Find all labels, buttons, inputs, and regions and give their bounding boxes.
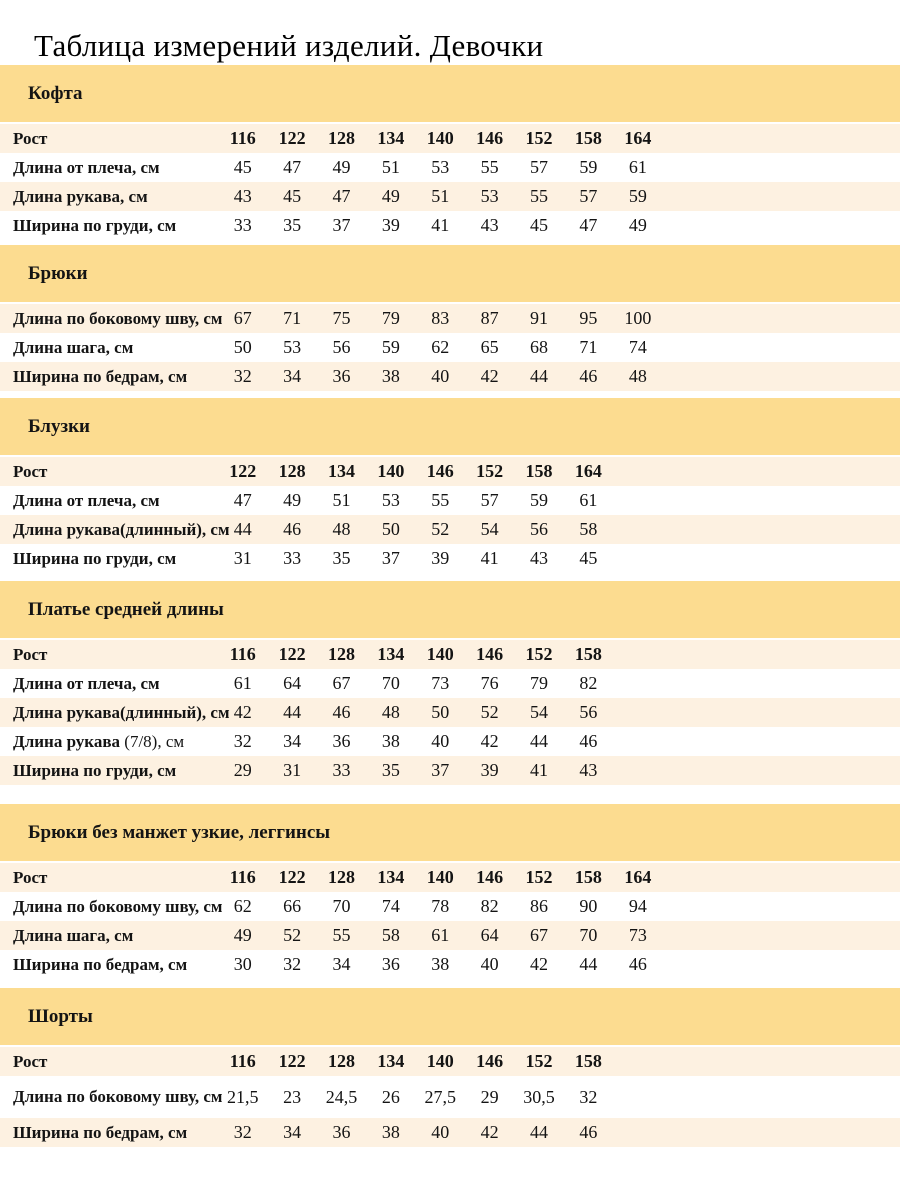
cell-value: 49 (628, 215, 647, 235)
table-row (0, 515, 900, 544)
row-label (0, 674, 218, 694)
table-row (0, 211, 900, 240)
cell-value: 116 (229, 128, 256, 148)
section-legginsy (0, 804, 900, 979)
cell-value: 55 (530, 186, 549, 206)
section-rows (0, 304, 900, 391)
cell-value: 38 (381, 1122, 400, 1142)
cell-value: 46 (283, 519, 302, 539)
cell-value: 116 (229, 867, 256, 887)
cell-value: 62 (233, 896, 252, 916)
section-plate-sredney-dliny (0, 581, 900, 785)
cell-value: 51 (381, 157, 400, 177)
cell-value: 152 (525, 867, 553, 887)
section-header-kofta (0, 65, 900, 122)
table-row (0, 333, 900, 362)
row-label (0, 519, 230, 540)
cell-value: 164 (624, 128, 652, 148)
cell-value: 128 (327, 644, 355, 664)
section-kofta (0, 65, 900, 240)
row-label-text: Ширина по бедрам, см (13, 1122, 188, 1142)
cell-value: 40 (431, 366, 450, 386)
cell-value: 40 (431, 1122, 450, 1142)
cell-value: 100 (624, 308, 652, 328)
table-row (0, 153, 900, 182)
cell-value: 39 (480, 760, 499, 780)
cell-value: 134 (327, 461, 355, 481)
table-row (0, 1118, 900, 1147)
cell-value: 146 (476, 128, 504, 148)
row-label (0, 761, 218, 781)
cell-value: 36 (332, 1122, 351, 1142)
row-label (0, 462, 218, 482)
cell-value: 35 (283, 215, 302, 235)
cell-value: 87 (480, 308, 499, 328)
cell-value: 59 (530, 490, 549, 510)
row-label (0, 702, 230, 723)
cell-value: 50 (233, 337, 252, 357)
cell-value: 74 (628, 337, 647, 357)
cell-value: 91 (530, 308, 549, 328)
cell-value: 42 (530, 954, 549, 974)
cell-value: 31 (283, 760, 302, 780)
cell-value: 164 (624, 867, 652, 887)
section-header-bluzki (0, 398, 900, 455)
cell-value: 46 (579, 1122, 598, 1142)
cell-value: 34 (283, 731, 302, 751)
row-label-text: Ширина по груди, см (13, 548, 177, 568)
cell-value: 43 (579, 760, 598, 780)
cell-value: 44 (579, 954, 598, 974)
row-label-text: Длина от плеча, см (13, 157, 160, 177)
cell-value: 94 (628, 896, 647, 916)
cell-value: 75 (332, 308, 351, 328)
section-bluzki (0, 398, 900, 573)
cell-value: 59 (628, 186, 647, 206)
cell-value: 32 (283, 954, 302, 974)
cell-value: 152 (525, 644, 553, 664)
table-row (0, 921, 900, 950)
cell-value: 158 (574, 1051, 602, 1071)
cell-value: 74 (381, 896, 400, 916)
row-label (0, 1123, 218, 1143)
cell-value: 73 (431, 673, 450, 693)
row-label (0, 129, 218, 149)
cell-value: 164 (574, 461, 602, 481)
cell-value: 61 (628, 157, 647, 177)
row-label-text: Рост (13, 867, 48, 887)
cell-value: 140 (426, 644, 454, 664)
cell-value: 45 (233, 157, 252, 177)
height-header-row (0, 640, 900, 669)
cell-value: 55 (480, 157, 499, 177)
cell-value: 33 (283, 548, 302, 568)
cell-value: 33 (332, 760, 351, 780)
cell-value: 146 (476, 867, 504, 887)
cell-value: 66 (283, 896, 302, 916)
row-label-text: Длина по боковому шву, см (13, 1087, 223, 1106)
page-title: Таблица измерений изделий. Девочки (34, 28, 544, 63)
cell-value: 36 (381, 954, 400, 974)
table-row (0, 669, 900, 698)
table-row (0, 892, 900, 921)
cell-value: 34 (283, 366, 302, 386)
cell-value: 58 (579, 519, 598, 539)
row-label-text: Длина рукава(длинный), см (13, 702, 230, 722)
cell-value: 122 (278, 644, 306, 664)
section-title: Платье средней длины (28, 598, 224, 620)
cell-value: 57 (480, 490, 499, 510)
height-header-row (0, 1047, 900, 1076)
cell-value: 46 (579, 366, 598, 386)
cell-value: 54 (480, 519, 499, 539)
cell-value: 47 (233, 490, 252, 510)
cell-value: 116 (229, 644, 256, 664)
cell-value: 23 (283, 1086, 302, 1107)
section-header-bryuki (0, 245, 900, 302)
cell-value: 47 (283, 157, 302, 177)
cell-value: 24,5 (325, 1086, 358, 1107)
cell-value: 39 (431, 548, 450, 568)
cell-value: 21,5 (226, 1086, 259, 1107)
table-row (0, 1076, 900, 1118)
cell-value: 152 (525, 128, 553, 148)
cell-value: 76 (480, 673, 499, 693)
cell-value: 56 (332, 337, 351, 357)
cell-value: 48 (381, 702, 400, 722)
cell-value: 55 (431, 490, 450, 510)
cell-value: 35 (332, 548, 351, 568)
cell-value: 52 (283, 925, 302, 945)
cell-value: 158 (525, 461, 553, 481)
cell-value: 56 (579, 702, 598, 722)
cell-value: 152 (525, 1051, 553, 1071)
cell-value: 79 (530, 673, 549, 693)
cell-value: 34 (332, 954, 351, 974)
cell-value: 158 (574, 644, 602, 664)
cell-value: 44 (233, 519, 252, 539)
row-label-text: Длина рукава (13, 731, 125, 751)
cell-value: 128 (327, 128, 355, 148)
row-label (0, 732, 218, 752)
cell-value: 116 (229, 1051, 256, 1071)
table-row (0, 727, 900, 756)
cell-value: 30,5 (523, 1086, 555, 1107)
cell-value: 146 (476, 1051, 504, 1071)
cell-value: 79 (381, 308, 400, 328)
sections-container (0, 65, 900, 1147)
cell-value: 46 (628, 954, 647, 974)
cell-value: 35 (381, 760, 400, 780)
cell-value: 47 (579, 215, 598, 235)
cell-value: 67 (530, 925, 549, 945)
cell-value: 44 (530, 366, 549, 386)
row-label (0, 1087, 223, 1107)
cell-value: 68 (530, 337, 549, 357)
cell-value: 45 (530, 215, 549, 235)
cell-value: 61 (579, 490, 598, 510)
table-row (0, 544, 900, 573)
cell-value: 59 (579, 157, 598, 177)
cell-value: 56 (530, 519, 549, 539)
row-label-text: Длина шага, см (13, 337, 134, 357)
cell-value: 59 (381, 337, 400, 357)
cell-value: 33 (233, 215, 252, 235)
cell-value: 44 (283, 702, 302, 722)
cell-value: 53 (480, 186, 499, 206)
cell-value: 49 (332, 157, 351, 177)
cell-value: 43 (480, 215, 499, 235)
cell-value: 55 (332, 925, 351, 945)
section-rows (0, 863, 900, 979)
cell-value: 49 (283, 490, 302, 510)
cell-value: 140 (377, 461, 405, 481)
cell-value: 39 (381, 215, 400, 235)
cell-value: 50 (431, 702, 450, 722)
cell-value: 42 (480, 366, 499, 386)
row-label-text: Длина рукава(длинный), см (13, 519, 230, 539)
section-rows (0, 457, 900, 573)
row-label-text: Рост (13, 644, 48, 664)
cell-value: 40 (431, 731, 450, 751)
row-label (0, 896, 223, 917)
cell-value: 29 (480, 1086, 499, 1107)
cell-value: 44 (530, 1122, 549, 1142)
cell-value: 71 (579, 337, 598, 357)
cell-value: 134 (377, 867, 405, 887)
cell-value: 128 (327, 867, 355, 887)
cell-value: 32 (579, 1086, 598, 1107)
cell-value: 47 (332, 186, 351, 206)
section-title: Брюки без манжет узкие, леггинсы (28, 821, 331, 843)
cell-value: 32 (233, 731, 252, 751)
cell-value: 53 (431, 157, 450, 177)
cell-value: 70 (579, 925, 598, 945)
cell-value: 128 (327, 1051, 355, 1071)
cell-value: 128 (278, 461, 306, 481)
table-row (0, 698, 900, 727)
cell-value: 82 (480, 896, 499, 916)
cell-value: 53 (283, 337, 302, 357)
cell-value: 65 (480, 337, 499, 357)
row-label (0, 187, 218, 207)
cell-value: 71 (283, 308, 302, 328)
section-bryuki (0, 245, 900, 391)
cell-value: 38 (381, 731, 400, 751)
cell-value: 95 (579, 308, 598, 328)
cell-value: 36 (332, 731, 351, 751)
section-rows (0, 640, 900, 785)
row-label-text: Длина от плеча, см (13, 490, 160, 510)
cell-value: 51 (431, 186, 450, 206)
cell-value: 53 (381, 490, 400, 510)
cell-value: 32 (233, 1122, 252, 1142)
cell-value: 86 (530, 896, 549, 916)
section-header-shorty (0, 988, 900, 1045)
row-label (0, 549, 218, 569)
height-header-row (0, 863, 900, 892)
cell-value: 48 (332, 519, 351, 539)
row-label-text: Длина от плеча, см (13, 673, 160, 693)
cell-value: 42 (233, 702, 252, 722)
cell-value: 67 (233, 308, 252, 328)
row-label (0, 926, 218, 946)
table-row (0, 950, 900, 979)
cell-value: 61 (233, 673, 252, 693)
cell-value: 45 (579, 548, 598, 568)
cell-value: 37 (332, 215, 351, 235)
cell-value: 37 (431, 760, 450, 780)
cell-value: 70 (381, 673, 400, 693)
section-header-legginsy (0, 804, 900, 861)
table-row (0, 362, 900, 391)
cell-value: 64 (480, 925, 499, 945)
cell-value: 134 (377, 644, 405, 664)
cell-value: 41 (530, 760, 549, 780)
cell-value: 41 (480, 548, 499, 568)
table-row (0, 182, 900, 211)
cell-value: 122 (229, 461, 257, 481)
cell-value: 122 (278, 867, 306, 887)
cell-value: 83 (431, 308, 450, 328)
height-header-row (0, 457, 900, 486)
row-label (0, 158, 218, 178)
row-label (0, 216, 218, 236)
cell-value: 140 (426, 1051, 454, 1071)
cell-value: 43 (233, 186, 252, 206)
row-label (0, 1052, 218, 1072)
section-header-plate-sredney-dliny (0, 581, 900, 638)
cell-value: 64 (283, 673, 302, 693)
cell-value: 146 (426, 461, 454, 481)
cell-value: 122 (278, 1051, 306, 1071)
cell-value: 45 (283, 186, 302, 206)
section-title: Блузки (28, 415, 91, 437)
cell-value: 32 (233, 366, 252, 386)
cell-value: 52 (431, 519, 450, 539)
cell-value: 38 (431, 954, 450, 974)
cell-value: 62 (431, 337, 450, 357)
row-label-text: Длина по боковому шву, см (13, 896, 223, 916)
cell-value: 122 (278, 128, 306, 148)
row-label-text: Ширина по бедрам, см (13, 954, 188, 974)
cell-value: 43 (530, 548, 549, 568)
section-title: Брюки (28, 262, 88, 284)
row-label-text: Рост (13, 461, 48, 481)
cell-value: 51 (332, 490, 351, 510)
cell-value: 50 (381, 519, 400, 539)
row-label-text: Ширина по груди, см (13, 760, 177, 780)
table-row (0, 756, 900, 785)
cell-value: 90 (579, 896, 598, 916)
cell-value: 34 (283, 1122, 302, 1142)
row-label-text: Длина шага, см (13, 925, 134, 945)
cell-value: 146 (476, 644, 504, 664)
row-label (0, 955, 218, 975)
cell-value: 158 (574, 867, 602, 887)
cell-value: 46 (332, 702, 351, 722)
row-label (0, 868, 218, 888)
row-label (0, 491, 218, 511)
row-label (0, 645, 218, 665)
cell-value: 44 (530, 731, 549, 751)
cell-value: 42 (480, 1122, 499, 1142)
cell-value: 158 (574, 128, 602, 148)
cell-value: 78 (431, 896, 450, 916)
cell-value: 38 (381, 366, 400, 386)
row-label (0, 308, 223, 329)
cell-value: 140 (426, 867, 454, 887)
row-label-text: Длина рукава, см (13, 186, 148, 206)
row-label-suffix: (7/8), см (124, 731, 185, 751)
cell-value: 36 (332, 366, 351, 386)
section-rows (0, 1047, 900, 1147)
cell-value: 67 (332, 673, 351, 693)
cell-value: 73 (628, 925, 647, 945)
cell-value: 40 (480, 954, 499, 974)
cell-value: 134 (377, 1051, 405, 1071)
section-title: Кофта (28, 82, 83, 104)
cell-value: 31 (233, 548, 252, 568)
cell-value: 49 (233, 925, 252, 945)
cell-value: 29 (233, 760, 252, 780)
cell-value: 46 (579, 731, 598, 751)
cell-value: 49 (381, 186, 400, 206)
table-row (0, 304, 900, 333)
row-label-text: Длина по боковому шву, см (13, 308, 223, 328)
cell-value: 48 (628, 366, 647, 386)
cell-value: 26 (381, 1086, 400, 1107)
cell-value: 58 (381, 925, 400, 945)
cell-value: 42 (480, 731, 499, 751)
row-label (0, 367, 218, 387)
cell-value: 52 (480, 702, 499, 722)
cell-value: 57 (579, 186, 598, 206)
table-row (0, 486, 900, 515)
cell-value: 57 (530, 157, 549, 177)
cell-value: 27,5 (424, 1086, 456, 1107)
cell-value: 134 (377, 128, 405, 148)
row-label-text: Ширина по груди, см (13, 215, 177, 235)
section-rows (0, 124, 900, 240)
cell-value: 37 (381, 548, 400, 568)
section-shorty (0, 988, 900, 1147)
cell-value: 70 (332, 896, 351, 916)
cell-value: 54 (530, 702, 549, 722)
cell-value: 152 (476, 461, 504, 481)
row-label-text: Рост (13, 1051, 48, 1071)
section-title: Шорты (28, 1005, 93, 1027)
cell-value: 82 (579, 673, 598, 693)
cell-value: 61 (431, 925, 450, 945)
cell-value: 41 (431, 215, 450, 235)
height-header-row (0, 124, 900, 153)
row-label-text: Ширина по бедрам, см (13, 366, 188, 386)
row-label-text: Рост (13, 128, 48, 148)
row-label (0, 338, 218, 358)
cell-value: 140 (426, 128, 454, 148)
cell-value: 30 (233, 954, 252, 974)
